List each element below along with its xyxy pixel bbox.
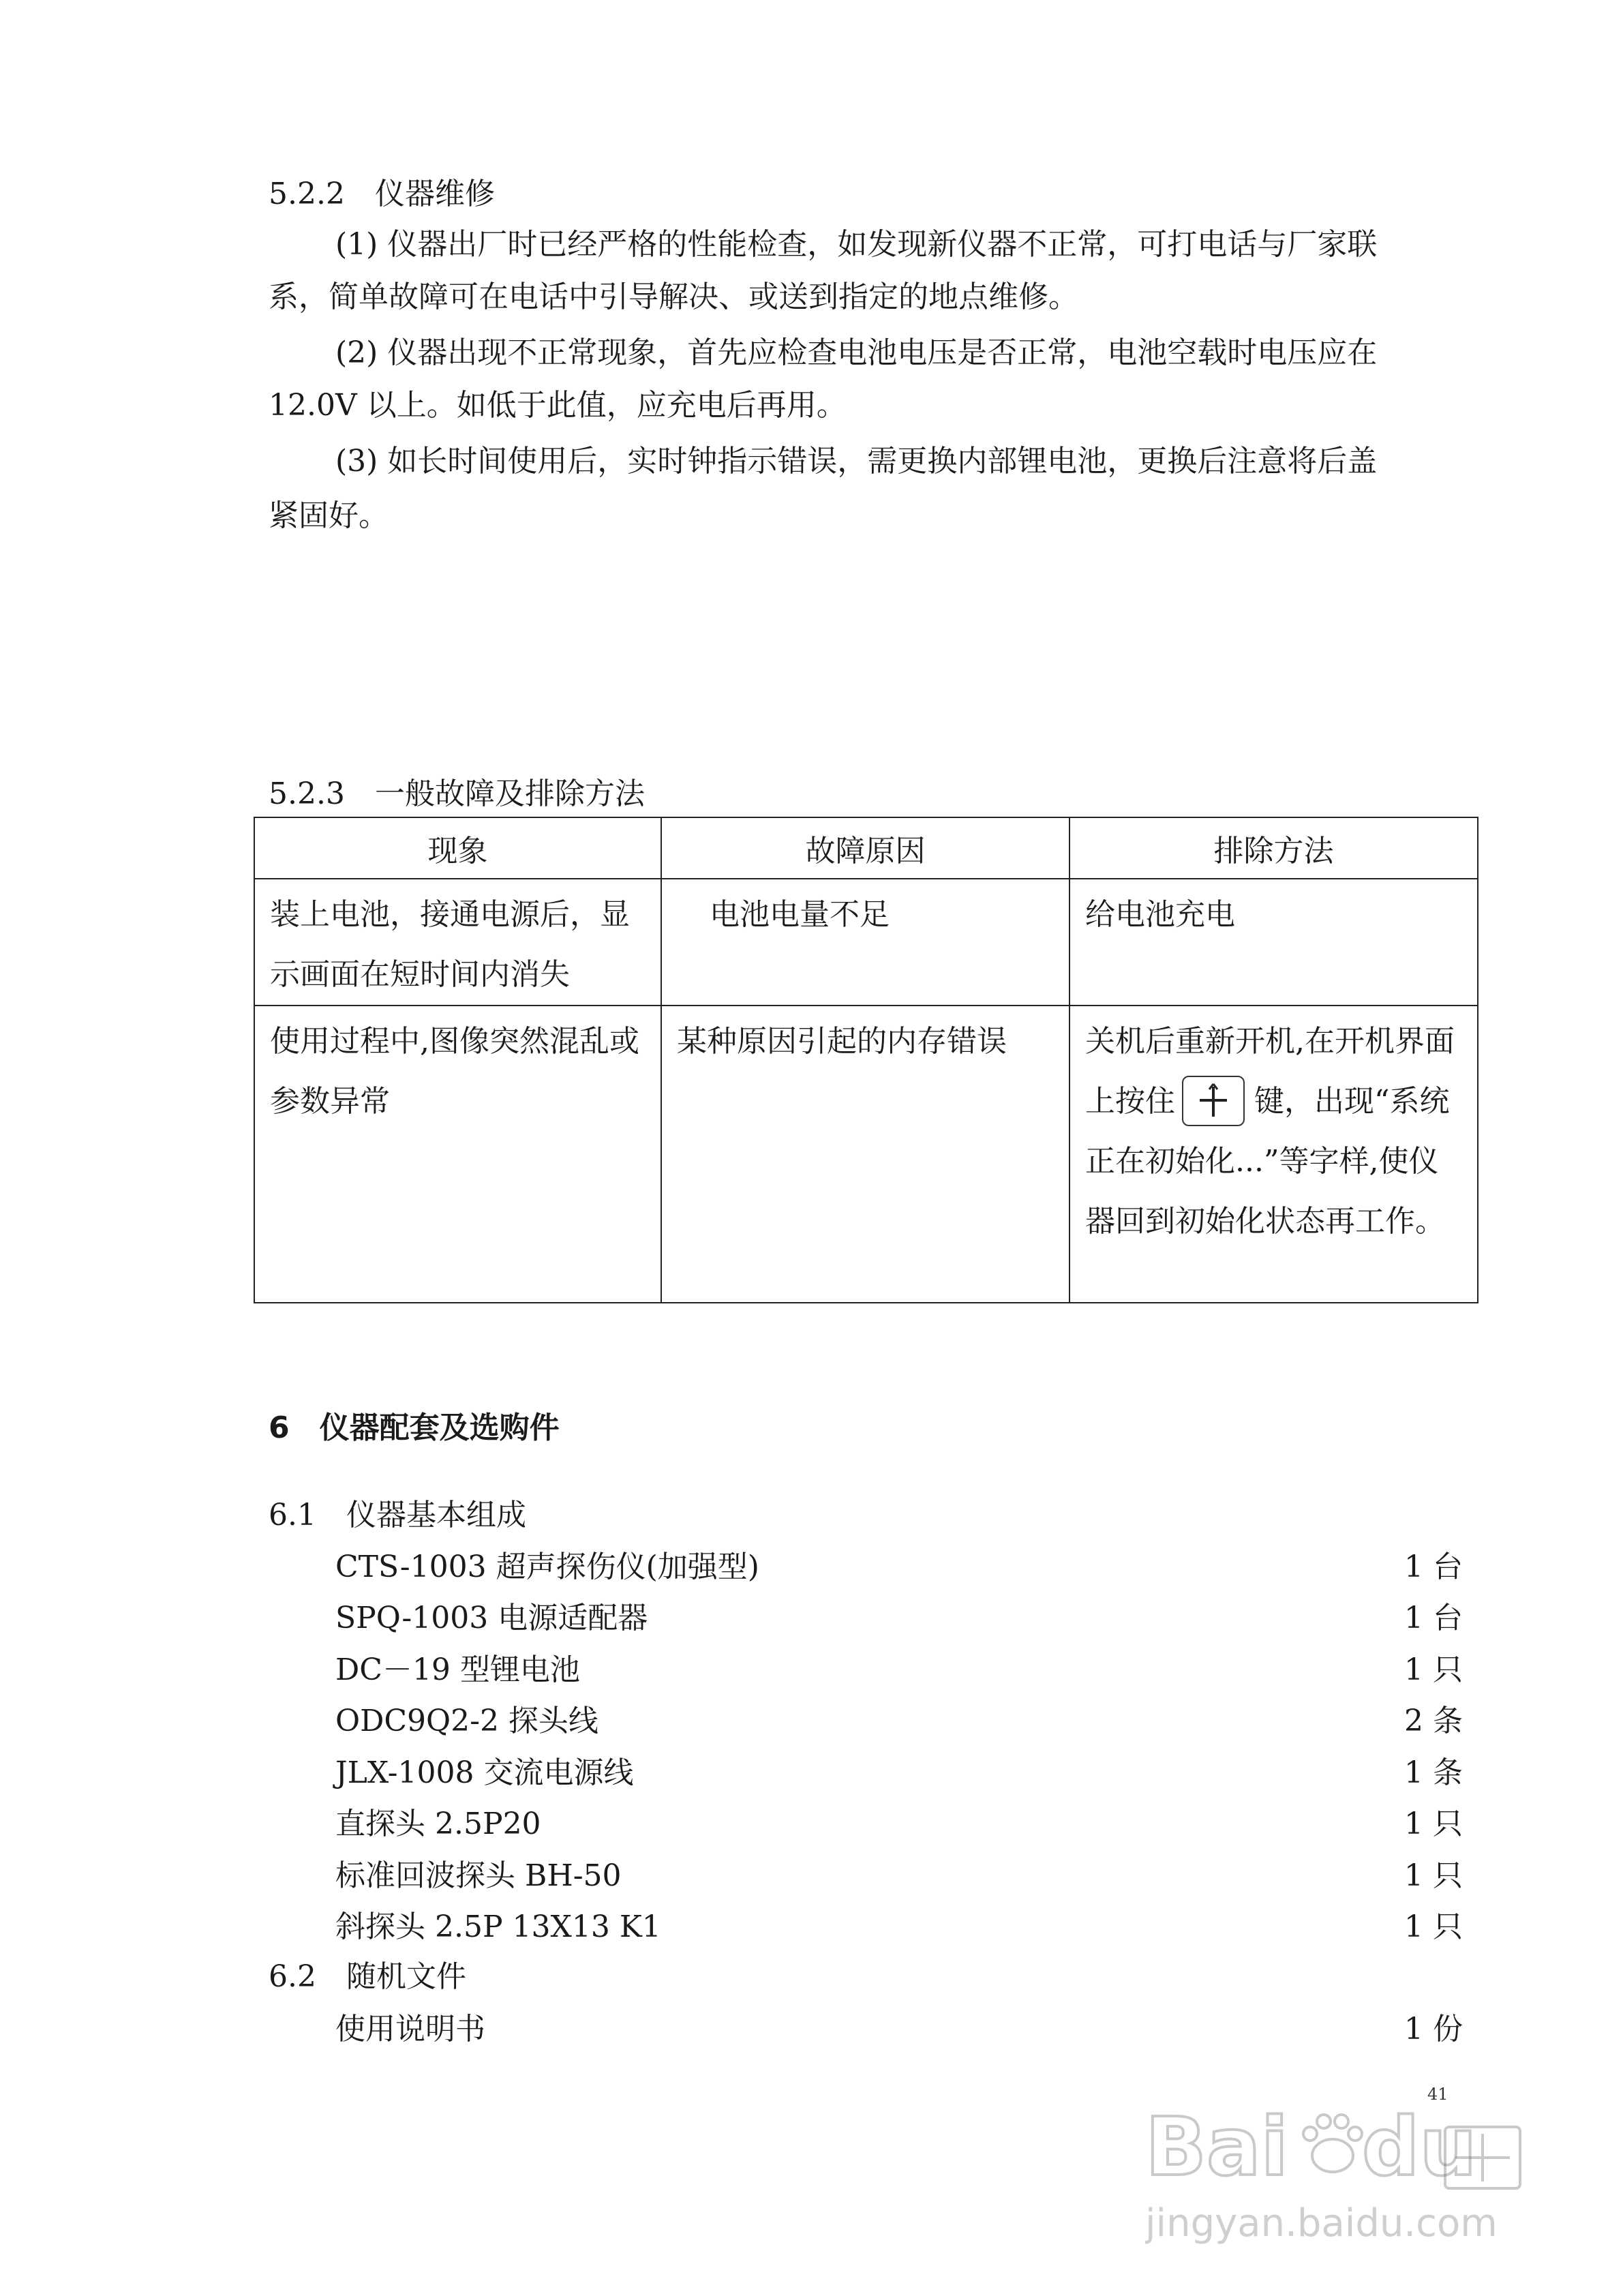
list-item-qty: 1 只 <box>1404 1652 1463 1687</box>
list-item-qty: 1 只 <box>1404 1909 1463 1944</box>
section-522-para2-line1: (2) 仪器出现不正常现象，首先应检查电池电压是否正常，电池空载时电压应在 <box>335 335 1378 370</box>
table-row <box>254 1006 1478 1303</box>
row1-remedy: 给电池充电 <box>1085 897 1235 932</box>
section-523-heading: 5.2.3 一般故障及排除方法 <box>269 776 645 811</box>
list-item-name: 直探头 2.5P20 <box>335 1807 541 1841</box>
svg-text:du: du <box>1362 2100 1477 2194</box>
section-522-heading: 5.2.2 仪器维修 <box>269 177 495 211</box>
row2-cause: 某种原因引起的内存错误 <box>677 1024 1007 1059</box>
list-item-name: DC－19 型锂电池 <box>335 1652 580 1687</box>
list-item-qty: 1 台 <box>1404 1550 1463 1584</box>
section-522-para2-line2: 12.0V 以上。如低于此值，应充电后再用。 <box>269 388 847 423</box>
section-522-para3-line1: (3) 如长时间使用后，实时钟指示错误，需更换内部锂电池，更换后注意将后盖 <box>335 444 1378 479</box>
list-item-name: CTS-1003 超声探伤仪(加强型) <box>335 1550 759 1584</box>
plus-key-icon <box>1182 1076 1245 1126</box>
baidu-jingyan-watermark <box>1145 2086 1527 2256</box>
row1-symptom: 装上电池，接通电源后，显示画面在短时间内消失 <box>270 897 630 992</box>
table-header-remedy: 排除方法 <box>1070 817 1478 879</box>
table-header-row <box>254 817 1478 879</box>
row1-cause: 电池电量不足 <box>710 897 890 932</box>
page-number: 41 <box>1427 2085 1448 2104</box>
list-item-name: SPQ-1003 电源适配器 <box>335 1601 648 1635</box>
table-header-cause: 故障原因 <box>661 817 1070 879</box>
list-item-name: 标准回波探头 BH-50 <box>335 1858 622 1893</box>
table-row <box>254 879 1478 1006</box>
list-item-qty: 2 条 <box>1404 1704 1463 1738</box>
list-item-name: JLX-1008 交流电源线 <box>335 1755 634 1790</box>
list-item-qty: 1 只 <box>1404 1807 1463 1841</box>
list-item-qty: 1 台 <box>1404 1601 1463 1635</box>
list-item-qty: 1 只 <box>1404 1858 1463 1893</box>
section-62-heading: 6.2 随机文件 <box>269 1959 466 1994</box>
list-item-qty: 1 条 <box>1404 1755 1463 1790</box>
row2-symptom: 使用过程中,图像突然混乱或参数异常 <box>270 1024 639 1119</box>
svg-text:Bai: Bai <box>1145 2100 1289 2194</box>
section-522-para1-line2: 系，简单故障可在电话中引导解决、或送到指定的地点维修。 <box>269 280 1078 314</box>
list-item-name: 使用说明书 <box>335 2012 485 2046</box>
table-header-symptom: 现象 <box>254 817 661 879</box>
list-item-name: ODC9Q2-2 探头线 <box>335 1704 598 1738</box>
row2-remedy-after-key: 键，出现“系统正在初始化...”等字样,使仪器回到初始化状态再工作。 <box>1085 1084 1450 1239</box>
list-item-name: 斜探头 2.5P 13X13 K1 <box>335 1909 661 1944</box>
list-item-qty: 1 份 <box>1404 2012 1463 2046</box>
section-522-para1-line1: (1) 仪器出厂时已经严格的性能检查，如发现新仪器不正常，可打电话与厂家联 <box>335 227 1378 262</box>
watermark-url: jingyan.baidu.com <box>1145 2201 1498 2246</box>
troubleshooting-table <box>254 817 1478 1303</box>
row2-remedy <box>1070 1006 1477 1252</box>
section-6-heading: 6 仪器配套及选购件 <box>269 1410 560 1445</box>
row2-remedy-before-key: 关机后重新开机,在开机界面上按住 <box>1085 1024 1455 1119</box>
section-61-heading: 6.1 仪器基本组成 <box>269 1498 526 1532</box>
section-522-para3-line2: 紧固好。 <box>269 498 389 533</box>
